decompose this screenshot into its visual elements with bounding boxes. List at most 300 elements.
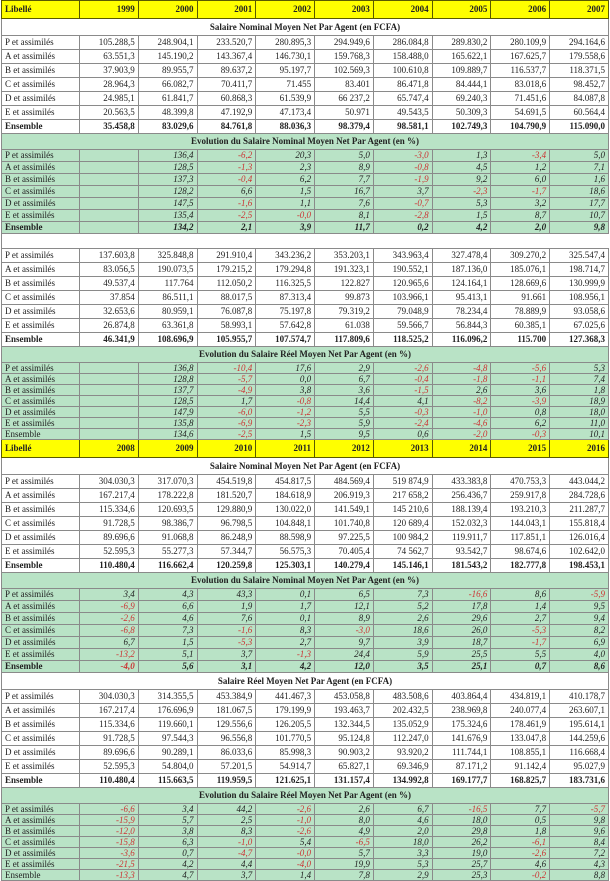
value-cell: 289.830,2 bbox=[432, 36, 491, 50]
value-cell: 8,1 bbox=[315, 210, 374, 222]
value-cell: 118.371,5 bbox=[550, 64, 609, 78]
value-cell: 453.058,8 bbox=[315, 690, 374, 704]
value-cell: 3,3 bbox=[373, 848, 432, 859]
value-cell: 7,3 bbox=[138, 625, 197, 637]
table-row bbox=[2, 531, 609, 545]
value-cell: 454.519,8 bbox=[197, 475, 256, 489]
value-cell: 101.770,5 bbox=[256, 732, 315, 746]
header-row bbox=[2, 1, 609, 19]
value-cell: 7,7 bbox=[315, 174, 374, 186]
table-row bbox=[2, 859, 609, 870]
value-cell: 108.956,1 bbox=[550, 291, 609, 305]
value-cell bbox=[80, 210, 139, 222]
row-label: B et assimilés bbox=[2, 277, 80, 291]
value-cell: 26.874,8 bbox=[80, 319, 139, 333]
value-cell: 5,6 bbox=[138, 661, 197, 673]
value-cell: -1,1 bbox=[491, 374, 550, 385]
value-cell: 1,5 bbox=[432, 210, 491, 222]
table-row bbox=[2, 690, 609, 704]
row-label: B et assimilés bbox=[2, 613, 80, 625]
value-cell: 9,6 bbox=[550, 826, 609, 837]
row-label: Ensemble bbox=[2, 870, 80, 881]
header-label-cell: Libellé bbox=[2, 440, 80, 458]
value-cell: 8,3 bbox=[197, 826, 256, 837]
value-cell: 3,9 bbox=[373, 637, 432, 649]
value-cell: 0,7 bbox=[138, 848, 197, 859]
value-cell: 3,4 bbox=[138, 804, 197, 815]
value-cell: -2,6 bbox=[256, 826, 315, 837]
value-cell: 4,6 bbox=[138, 613, 197, 625]
value-cell: 52.595,3 bbox=[80, 760, 139, 774]
value-cell: 178.461,9 bbox=[491, 718, 550, 732]
value-cell: -2,0 bbox=[432, 429, 491, 440]
table-row bbox=[2, 613, 609, 625]
value-cell: 105.955,7 bbox=[197, 333, 256, 347]
value-cell: 5,4 bbox=[256, 837, 315, 848]
value-cell: 2,7 bbox=[491, 613, 550, 625]
value-cell: 116.662,4 bbox=[138, 559, 197, 573]
value-cell: 4,5 bbox=[432, 162, 491, 174]
row-label: C et assimilés bbox=[2, 517, 80, 531]
row-label: P et assimilés bbox=[2, 589, 80, 601]
value-cell: 2,9 bbox=[373, 870, 432, 881]
value-cell: 60.564,4 bbox=[550, 106, 609, 120]
value-cell: 47.173,4 bbox=[256, 106, 315, 120]
value-cell: 119.660,1 bbox=[138, 718, 197, 732]
header-year-cell: 2000 bbox=[138, 1, 197, 19]
table-row bbox=[2, 649, 609, 661]
value-cell: 54.914,7 bbox=[256, 760, 315, 774]
header-year-cell: 2012 bbox=[315, 440, 374, 458]
value-cell: 44,2 bbox=[197, 804, 256, 815]
value-cell: 7,6 bbox=[315, 198, 374, 210]
value-cell: 484.569,4 bbox=[315, 475, 374, 489]
value-cell: 263.607,1 bbox=[550, 704, 609, 718]
row-label: D et assimilés bbox=[2, 92, 80, 106]
value-cell: 2,1 bbox=[197, 222, 256, 234]
value-cell: 127.368,3 bbox=[550, 333, 609, 347]
value-cell: -16,6 bbox=[432, 589, 491, 601]
value-cell: 0,7 bbox=[491, 661, 550, 673]
value-cell: 84.444,1 bbox=[432, 78, 491, 92]
value-cell: 107.574,7 bbox=[256, 333, 315, 347]
value-cell: 5,9 bbox=[373, 649, 432, 661]
value-cell: 97.225,5 bbox=[315, 531, 374, 545]
value-cell: 284.728,6 bbox=[550, 489, 609, 503]
value-cell: 108.855,1 bbox=[491, 746, 550, 760]
value-cell: -5,9 bbox=[550, 589, 609, 601]
value-cell: -0,7 bbox=[373, 198, 432, 210]
value-cell: 115.334,6 bbox=[80, 503, 139, 517]
value-cell: 179.294,8 bbox=[256, 263, 315, 277]
value-cell: 233.520,7 bbox=[197, 36, 256, 50]
value-cell: 434.819,1 bbox=[491, 690, 550, 704]
value-cell: -4,9 bbox=[197, 385, 256, 396]
value-cell: 8,6 bbox=[491, 589, 550, 601]
value-cell: -1,7 bbox=[491, 637, 550, 649]
value-cell: 1,7 bbox=[197, 396, 256, 407]
table-row bbox=[2, 545, 609, 559]
table-row bbox=[2, 489, 609, 503]
table-row bbox=[2, 210, 609, 222]
value-cell: 18,7 bbox=[432, 637, 491, 649]
value-cell: 5,0 bbox=[315, 150, 374, 162]
value-cell: 54.804,0 bbox=[138, 760, 197, 774]
value-cell: 99.873 bbox=[315, 291, 374, 305]
value-cell: 108.696,9 bbox=[138, 333, 197, 347]
value-cell bbox=[80, 162, 139, 174]
value-cell: 152.032,3 bbox=[432, 517, 491, 531]
value-cell: 280.895,3 bbox=[256, 36, 315, 50]
value-cell: 165.622,1 bbox=[432, 50, 491, 64]
value-cell: 193.463,7 bbox=[315, 704, 374, 718]
value-cell: 9,5 bbox=[315, 429, 374, 440]
value-cell: 183.731,6 bbox=[550, 774, 609, 788]
value-cell: 309.270,2 bbox=[491, 249, 550, 263]
section-title-row bbox=[2, 788, 609, 804]
row-label: E et assimilés bbox=[2, 859, 80, 870]
value-cell: -3,4 bbox=[491, 150, 550, 162]
table-row bbox=[2, 661, 609, 673]
value-cell: 74 562,7 bbox=[373, 545, 432, 559]
value-cell: 211.287,7 bbox=[550, 503, 609, 517]
value-cell: 119.911,7 bbox=[432, 531, 491, 545]
value-cell: 57.344,7 bbox=[197, 545, 256, 559]
value-cell: 133.047,8 bbox=[491, 732, 550, 746]
header-year-cell: 2009 bbox=[138, 440, 197, 458]
value-cell: 122.827 bbox=[315, 277, 374, 291]
value-cell: 67.025,6 bbox=[550, 319, 609, 333]
table-row bbox=[2, 475, 609, 489]
value-cell: 3,2 bbox=[491, 198, 550, 210]
value-cell: 116.668,4 bbox=[550, 746, 609, 760]
row-label: A et assimilés bbox=[2, 263, 80, 277]
value-cell: -3,9 bbox=[491, 396, 550, 407]
value-cell: 179.558,6 bbox=[550, 50, 609, 64]
table-row bbox=[2, 837, 609, 848]
value-cell bbox=[80, 418, 139, 429]
value-cell: 69.240,3 bbox=[432, 92, 491, 106]
value-cell: 85.998,3 bbox=[256, 746, 315, 760]
value-cell: 3,5 bbox=[373, 661, 432, 673]
value-cell: 126.205,5 bbox=[256, 718, 315, 732]
value-cell: 88.017,5 bbox=[197, 291, 256, 305]
value-cell: 11,0 bbox=[550, 418, 609, 429]
value-cell: 83.018,6 bbox=[491, 78, 550, 92]
row-label: E et assimilés bbox=[2, 649, 80, 661]
value-cell bbox=[80, 174, 139, 186]
value-cell: 195.614,1 bbox=[550, 718, 609, 732]
value-cell: 5,7 bbox=[315, 848, 374, 859]
value-cell: -1,5 bbox=[373, 385, 432, 396]
value-cell: 181.520,7 bbox=[197, 489, 256, 503]
value-cell: 126.016,4 bbox=[550, 531, 609, 545]
value-cell: 167.217,4 bbox=[80, 704, 139, 718]
value-cell: 4,2 bbox=[432, 222, 491, 234]
value-cell: 28.964,3 bbox=[80, 78, 139, 92]
value-cell: 6,7 bbox=[373, 804, 432, 815]
value-cell: -1,6 bbox=[197, 625, 256, 637]
table-row bbox=[2, 804, 609, 815]
row-label: E et assimilés bbox=[2, 319, 80, 333]
row-label: B et assimilés bbox=[2, 385, 80, 396]
value-cell: -5,3 bbox=[491, 625, 550, 637]
value-cell: 104.848,1 bbox=[256, 517, 315, 531]
value-cell: 24.985,1 bbox=[80, 92, 139, 106]
row-label: C et assimilés bbox=[2, 186, 80, 198]
value-cell: 188.139,4 bbox=[432, 503, 491, 517]
value-cell bbox=[80, 407, 139, 418]
table-row bbox=[2, 385, 609, 396]
value-cell: 147,9 bbox=[138, 407, 197, 418]
value-cell: 88.036,3 bbox=[256, 120, 315, 134]
value-cell: 17,6 bbox=[256, 363, 315, 374]
value-cell: 2,3 bbox=[256, 162, 315, 174]
row-label: A et assimilés bbox=[2, 704, 80, 718]
value-cell: 20,3 bbox=[256, 150, 315, 162]
row-label: Ensemble bbox=[2, 333, 80, 347]
value-cell: 198.714,7 bbox=[550, 263, 609, 277]
value-cell: 93.542,7 bbox=[432, 545, 491, 559]
row-label: C et assimilés bbox=[2, 625, 80, 637]
value-cell: 179.199,9 bbox=[256, 704, 315, 718]
table-row bbox=[2, 637, 609, 649]
section-title: Evolution du Salaire Nominal Moyen Net Par Agent (en %) bbox=[2, 573, 609, 589]
value-cell: 0,1 bbox=[256, 613, 315, 625]
value-cell: 115.663,5 bbox=[138, 774, 197, 788]
value-cell: 433.383,8 bbox=[432, 475, 491, 489]
value-cell: -2,4 bbox=[373, 418, 432, 429]
row-label: B et assimilés bbox=[2, 174, 80, 186]
value-cell: -2,8 bbox=[373, 210, 432, 222]
value-cell: 5,1 bbox=[138, 649, 197, 661]
value-cell: 79.319,2 bbox=[315, 305, 374, 319]
value-cell: -0,8 bbox=[256, 396, 315, 407]
header-year-cell: 2016 bbox=[550, 440, 609, 458]
value-cell: 119.959,5 bbox=[197, 774, 256, 788]
value-cell: -6,8 bbox=[80, 625, 139, 637]
table-row bbox=[2, 64, 609, 78]
value-cell: 6,7 bbox=[80, 637, 139, 649]
value-cell: 112.247,0 bbox=[373, 732, 432, 746]
row-label: D et assimilés bbox=[2, 198, 80, 210]
table-row bbox=[2, 601, 609, 613]
value-cell: 86.248,9 bbox=[197, 531, 256, 545]
value-cell: 6,5 bbox=[315, 589, 374, 601]
value-cell: 16,7 bbox=[315, 186, 374, 198]
value-cell: 116.325,5 bbox=[256, 277, 315, 291]
value-cell: 187.136,0 bbox=[432, 263, 491, 277]
value-cell: 95.413,1 bbox=[432, 291, 491, 305]
value-cell: 4,9 bbox=[315, 826, 374, 837]
value-cell: 95.197,7 bbox=[256, 64, 315, 78]
value-cell: 353.203,1 bbox=[315, 249, 374, 263]
value-cell: 120.259,8 bbox=[197, 559, 256, 573]
value-cell bbox=[80, 374, 139, 385]
header-row bbox=[2, 440, 609, 458]
value-cell: 5,2 bbox=[373, 601, 432, 613]
value-cell: 193.210,3 bbox=[491, 503, 550, 517]
value-cell: 0,6 bbox=[373, 429, 432, 440]
value-cell: 135,8 bbox=[138, 418, 197, 429]
header-year-cell: 2008 bbox=[80, 440, 139, 458]
row-label: D et assimilés bbox=[2, 637, 80, 649]
value-cell: 50.971 bbox=[315, 106, 374, 120]
table-row bbox=[2, 760, 609, 774]
header-year-cell: 2014 bbox=[432, 440, 491, 458]
value-cell: -6,2 bbox=[197, 150, 256, 162]
value-cell: 7,7 bbox=[491, 804, 550, 815]
value-cell: 6,2 bbox=[491, 418, 550, 429]
value-cell: 18,0 bbox=[432, 815, 491, 826]
table-row bbox=[2, 198, 609, 210]
table-row bbox=[2, 589, 609, 601]
value-cell: 69.346,9 bbox=[373, 760, 432, 774]
row-label: C et assimilés bbox=[2, 837, 80, 848]
value-cell: 185.076,1 bbox=[491, 263, 550, 277]
value-cell: 98.386,7 bbox=[138, 517, 197, 531]
value-cell: 0,2 bbox=[373, 222, 432, 234]
table-row bbox=[2, 704, 609, 718]
table-row bbox=[2, 50, 609, 64]
value-cell: 9,2 bbox=[432, 174, 491, 186]
value-cell: 130.999,9 bbox=[550, 277, 609, 291]
value-cell: 4,3 bbox=[138, 589, 197, 601]
value-cell: 117.764 bbox=[138, 277, 197, 291]
value-cell: 120.693,5 bbox=[138, 503, 197, 517]
value-cell bbox=[80, 186, 139, 198]
row-label: D et assimilés bbox=[2, 746, 80, 760]
table-row bbox=[2, 249, 609, 263]
row-label: P et assimilés bbox=[2, 363, 80, 374]
header-year-cell: 1999 bbox=[80, 1, 139, 19]
row-label: P et assimilés bbox=[2, 249, 80, 263]
value-cell: 50.309,3 bbox=[432, 106, 491, 120]
value-cell: 167.625,7 bbox=[491, 50, 550, 64]
value-cell: 121.625,1 bbox=[256, 774, 315, 788]
value-cell: 2,9 bbox=[315, 363, 374, 374]
value-cell: 5,7 bbox=[138, 815, 197, 826]
value-cell: 9,5 bbox=[550, 601, 609, 613]
section-title: Salaire Réel Moyen Net Par Agent (en FCFA) bbox=[2, 673, 609, 690]
value-cell: -12,0 bbox=[80, 826, 139, 837]
value-cell: 403.864,4 bbox=[432, 690, 491, 704]
row-label: Ensemble bbox=[2, 774, 80, 788]
value-cell: 182.777,8 bbox=[491, 559, 550, 573]
value-cell: 144.259,6 bbox=[550, 732, 609, 746]
value-cell: 136,8 bbox=[138, 363, 197, 374]
value-cell: 79.048,9 bbox=[373, 305, 432, 319]
value-cell: 125.303,1 bbox=[256, 559, 315, 573]
value-cell: 117.809,6 bbox=[315, 333, 374, 347]
table-row bbox=[2, 625, 609, 637]
value-cell: 102.642,0 bbox=[550, 545, 609, 559]
section-title: Salaire Nominal Moyen Net Par Agent (en FCFA) bbox=[2, 19, 609, 36]
row-label: D et assimilés bbox=[2, 305, 80, 319]
value-cell: 5,5 bbox=[491, 649, 550, 661]
value-cell: 259.917,8 bbox=[491, 489, 550, 503]
table-row bbox=[2, 263, 609, 277]
value-cell: -0,3 bbox=[373, 407, 432, 418]
value-cell: 343.963,4 bbox=[373, 249, 432, 263]
value-cell: 3,8 bbox=[138, 826, 197, 837]
value-cell: 115.700 bbox=[491, 333, 550, 347]
value-cell: 115.334,6 bbox=[80, 718, 139, 732]
value-cell: -3,0 bbox=[373, 150, 432, 162]
value-cell: 5,3 bbox=[432, 198, 491, 210]
row-label: P et assimilés bbox=[2, 804, 80, 815]
value-cell: 104.790,9 bbox=[491, 120, 550, 134]
row-label: D et assimilés bbox=[2, 531, 80, 545]
value-cell: 109.889,7 bbox=[432, 64, 491, 78]
value-cell: 5,3 bbox=[550, 363, 609, 374]
table-row bbox=[2, 374, 609, 385]
value-cell: -4,6 bbox=[432, 418, 491, 429]
table-row bbox=[2, 106, 609, 120]
value-cell: -4,7 bbox=[197, 848, 256, 859]
value-cell: 286.084,8 bbox=[373, 36, 432, 50]
value-cell: 140.279,4 bbox=[315, 559, 374, 573]
value-cell: -21,5 bbox=[80, 859, 139, 870]
table-row bbox=[2, 559, 609, 573]
value-cell: 143.367,4 bbox=[197, 50, 256, 64]
row-label: A et assimilés bbox=[2, 601, 80, 613]
value-cell: 98.674,6 bbox=[491, 545, 550, 559]
value-cell: 118.525,2 bbox=[373, 333, 432, 347]
value-cell: -2,3 bbox=[256, 418, 315, 429]
value-cell: 8,7 bbox=[491, 210, 550, 222]
section-title-row bbox=[2, 573, 609, 589]
value-cell: 8,4 bbox=[550, 837, 609, 848]
value-cell: 135.052,9 bbox=[373, 718, 432, 732]
value-cell: 17,7 bbox=[550, 198, 609, 210]
value-cell: 96.798,5 bbox=[197, 517, 256, 531]
value-cell: 4,7 bbox=[138, 870, 197, 881]
value-cell: 112.050,2 bbox=[197, 277, 256, 291]
value-cell: 9,8 bbox=[550, 815, 609, 826]
value-cell: 86.511,1 bbox=[138, 291, 197, 305]
value-cell: 443.044,2 bbox=[550, 475, 609, 489]
value-cell: 17,8 bbox=[432, 601, 491, 613]
value-cell bbox=[80, 396, 139, 407]
row-label: C et assimilés bbox=[2, 396, 80, 407]
value-cell: 181.543,2 bbox=[432, 559, 491, 573]
value-cell: -0,4 bbox=[197, 174, 256, 186]
value-cell: 25,1 bbox=[432, 661, 491, 673]
value-cell: -1,3 bbox=[197, 162, 256, 174]
value-cell: -3,6 bbox=[80, 848, 139, 859]
value-cell: -4,0 bbox=[256, 859, 315, 870]
value-cell: 61.539,9 bbox=[256, 92, 315, 106]
value-cell: 167.217,4 bbox=[80, 489, 139, 503]
section-title: Salaire Nominal Moyen Net Par Agent (en FCFA) bbox=[2, 458, 609, 475]
value-cell: -15,8 bbox=[80, 837, 139, 848]
value-cell: 8,9 bbox=[315, 613, 374, 625]
value-cell: 8,8 bbox=[550, 870, 609, 881]
value-cell: 89.637,2 bbox=[197, 64, 256, 78]
value-cell: 1,7 bbox=[256, 601, 315, 613]
value-cell: 5,3 bbox=[373, 859, 432, 870]
row-label: A et assimilés bbox=[2, 815, 80, 826]
value-cell: 37.854 bbox=[80, 291, 139, 305]
value-cell: -0,4 bbox=[373, 374, 432, 385]
value-cell: 3,8 bbox=[256, 385, 315, 396]
header-year-cell: 2003 bbox=[315, 1, 374, 19]
value-cell: 4,2 bbox=[256, 661, 315, 673]
value-cell: 176.696,9 bbox=[138, 704, 197, 718]
value-cell: 55.277,3 bbox=[138, 545, 197, 559]
header-year-cell: 2010 bbox=[197, 440, 256, 458]
